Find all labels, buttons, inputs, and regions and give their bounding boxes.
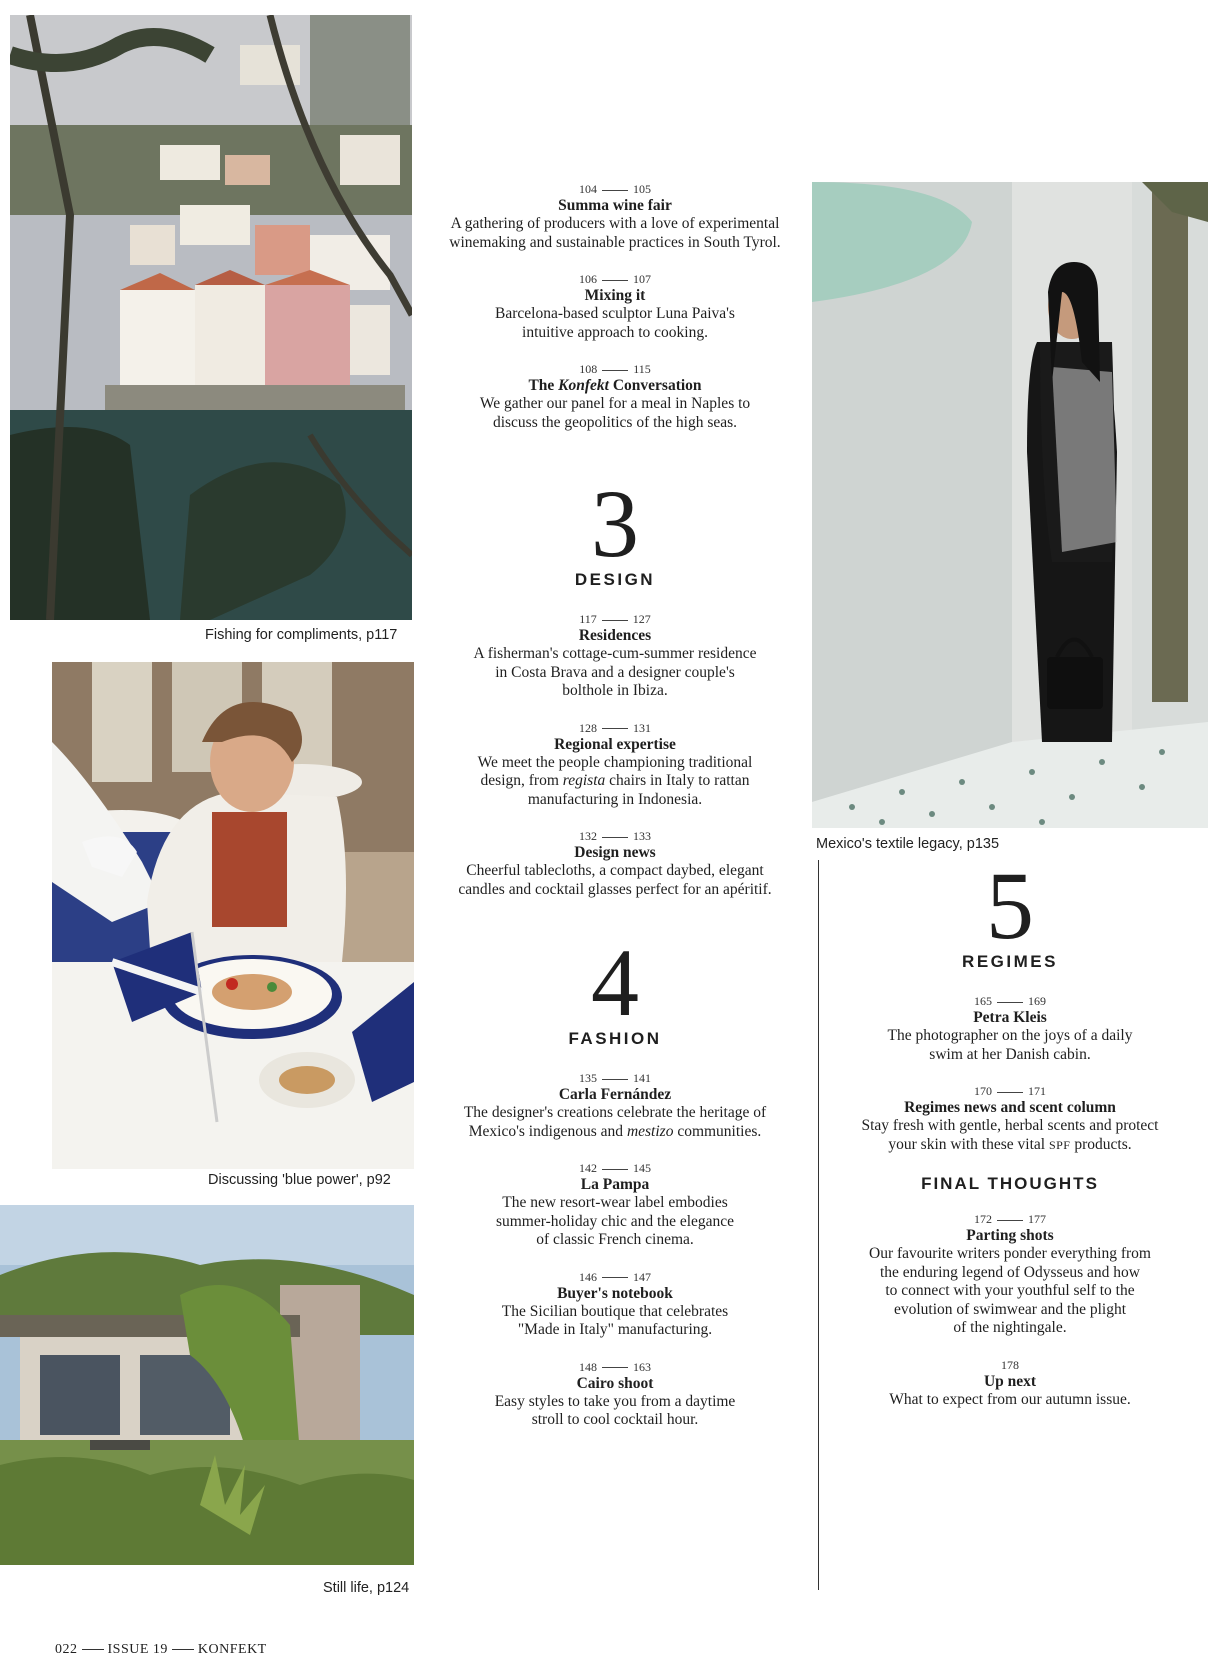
- entry-title: The Konfekt Conversation: [528, 377, 702, 394]
- page-range: 172 177: [974, 1212, 1046, 1226]
- page-range: 128 131: [579, 720, 651, 735]
- entry-description: Barcelona-based sculptor Luna Paiva's intuitive approach to cooking.: [495, 305, 735, 341]
- photo-blue-power-lunch: [52, 662, 414, 1169]
- entry-description: A fisherman's cottage-cum-summer residence in Costa Brava and a designer couple's bolthole in Ibiza.: [473, 645, 757, 699]
- toc-entry[interactable]: [435, 1161, 795, 1250]
- section-name: REGIMES: [962, 952, 1058, 971]
- entry-description: Stay fresh with gentle, herbal scents and protect your skin with these vital SPF products.: [861, 1117, 1159, 1153]
- issue-label: ISSUE 19: [107, 1642, 168, 1657]
- entry-title: Carla Fernández: [558, 1086, 672, 1103]
- toc-entry[interactable]: [435, 362, 795, 432]
- entry-title: Residences: [578, 627, 652, 644]
- toc-entry[interactable]: [435, 1071, 795, 1141]
- caption-mexico: Mexico's textile legacy, p135: [816, 836, 1000, 852]
- page-range: 135 141: [579, 1071, 651, 1085]
- toc-middle-column: [435, 182, 795, 1450]
- entry-title: La Pampa: [580, 1176, 650, 1193]
- column-divider: [818, 860, 819, 1590]
- section-final-thoughts-heading: FINAL THOUGHTS: [921, 1174, 1099, 1193]
- page-range: 117 127: [579, 612, 651, 626]
- section-name: DESIGN: [574, 570, 656, 589]
- section-design-heading: [435, 470, 795, 590]
- entry-description: We gather our panel for a meal in Naples to discuss the geopolitics of the high seas.: [479, 395, 751, 431]
- page-range: 165 169: [974, 994, 1046, 1008]
- entry-description: The photographer on the joys of a daily swim at her Danish cabin.: [887, 1027, 1133, 1063]
- entry-title: Parting shots: [966, 1227, 1054, 1244]
- entry-title: Regimes news and scent column: [904, 1099, 1116, 1116]
- page-number: 022: [55, 1642, 78, 1657]
- toc-entry[interactable]: [435, 1270, 795, 1340]
- toc-entry[interactable]: [435, 182, 795, 252]
- section-number: 5: [986, 852, 1034, 959]
- toc-right-column: [830, 852, 1190, 1429]
- toc-entry[interactable]: [435, 612, 795, 701]
- entry-description: Our favourite writers ponder everything from the enduring legend of Odysseus and how to connect with your youthful self to the evolution of swimwear and the plight of the nightingale.: [869, 1245, 1151, 1336]
- toc-entry[interactable]: [830, 994, 1190, 1064]
- page-range: 104 105: [579, 182, 651, 196]
- section-number: 4: [591, 929, 639, 1036]
- toc-entry[interactable]: [435, 1360, 795, 1430]
- section-number: 3: [591, 470, 639, 577]
- entry-title: Mixing it: [584, 287, 646, 304]
- entry-title: Petra Kleis: [973, 1009, 1047, 1026]
- toc-entry[interactable]: [435, 829, 795, 899]
- section-fashion-heading: [435, 929, 795, 1049]
- page-range: 178: [1001, 1357, 1019, 1372]
- section-name: FASHION: [568, 1029, 662, 1048]
- entry-title: Up next: [983, 1372, 1037, 1390]
- page-range: 132 133: [579, 829, 651, 843]
- entry-title: Cairo shoot: [576, 1374, 654, 1392]
- entry-title: Summa wine fair: [558, 197, 672, 214]
- section-regimes-heading: [830, 852, 1190, 972]
- caption-fishing: Fishing for compliments, p117: [205, 627, 398, 643]
- photo-still-life-house: [0, 1205, 414, 1565]
- toc-entry[interactable]: [830, 1212, 1190, 1338]
- brand-name: KONFEKT: [197, 1642, 267, 1657]
- photo-fishing-village: [10, 15, 412, 620]
- entry-title: Design news: [574, 844, 656, 861]
- entry-description: A gathering of producers with a love of experimental winemaking and sustainable practices in South Tyrol.: [449, 215, 781, 251]
- entry-title: Regional expertise: [554, 735, 676, 753]
- caption-still-life: Still life, p124: [323, 1580, 410, 1596]
- entry-description: What to expect from our autumn issue.: [889, 1390, 1131, 1408]
- entry-description: The Sicilian boutique that celebrates "Made in Italy" manufacturing.: [501, 1302, 729, 1338]
- toc-entry[interactable]: [435, 721, 795, 810]
- entry-description: The new resort-wear label embodies summer-holiday chic and the elegance of classic French cinema.: [495, 1194, 735, 1248]
- page-range: 146 147: [579, 1269, 651, 1284]
- entry-description: The designer's creations celebrate the heritage of Mexico's indigenous and mestizo communities.: [463, 1104, 767, 1140]
- entry-title: Buyer's notebook: [557, 1284, 673, 1302]
- page-range: 148 163: [579, 1359, 651, 1374]
- toc-entry[interactable]: [830, 1084, 1190, 1154]
- page-range: 108 115: [579, 362, 651, 376]
- page-range: 170 171: [974, 1084, 1046, 1098]
- page-range: 142 145: [579, 1161, 651, 1175]
- page-range: 106 107: [579, 272, 651, 286]
- entry-description: We meet the people championing traditional design, from regista chairs in Italy to rattan manufacturing in Indonesia.: [477, 753, 753, 808]
- entry-description: Easy styles to take you from a daytime stroll to cool cocktail hour.: [494, 1392, 736, 1428]
- toc-entry[interactable]: [830, 1358, 1190, 1410]
- toc-entry[interactable]: [435, 272, 795, 342]
- entry-description: Cheerful tablecloths, a compact daybed, elegant candles and cocktail glasses perfect for an apéritif.: [458, 862, 772, 898]
- photo-mexico-textile: [812, 182, 1208, 828]
- caption-blue-power: Discussing 'blue power', p92: [208, 1172, 391, 1188]
- page-footer: [55, 1642, 267, 1658]
